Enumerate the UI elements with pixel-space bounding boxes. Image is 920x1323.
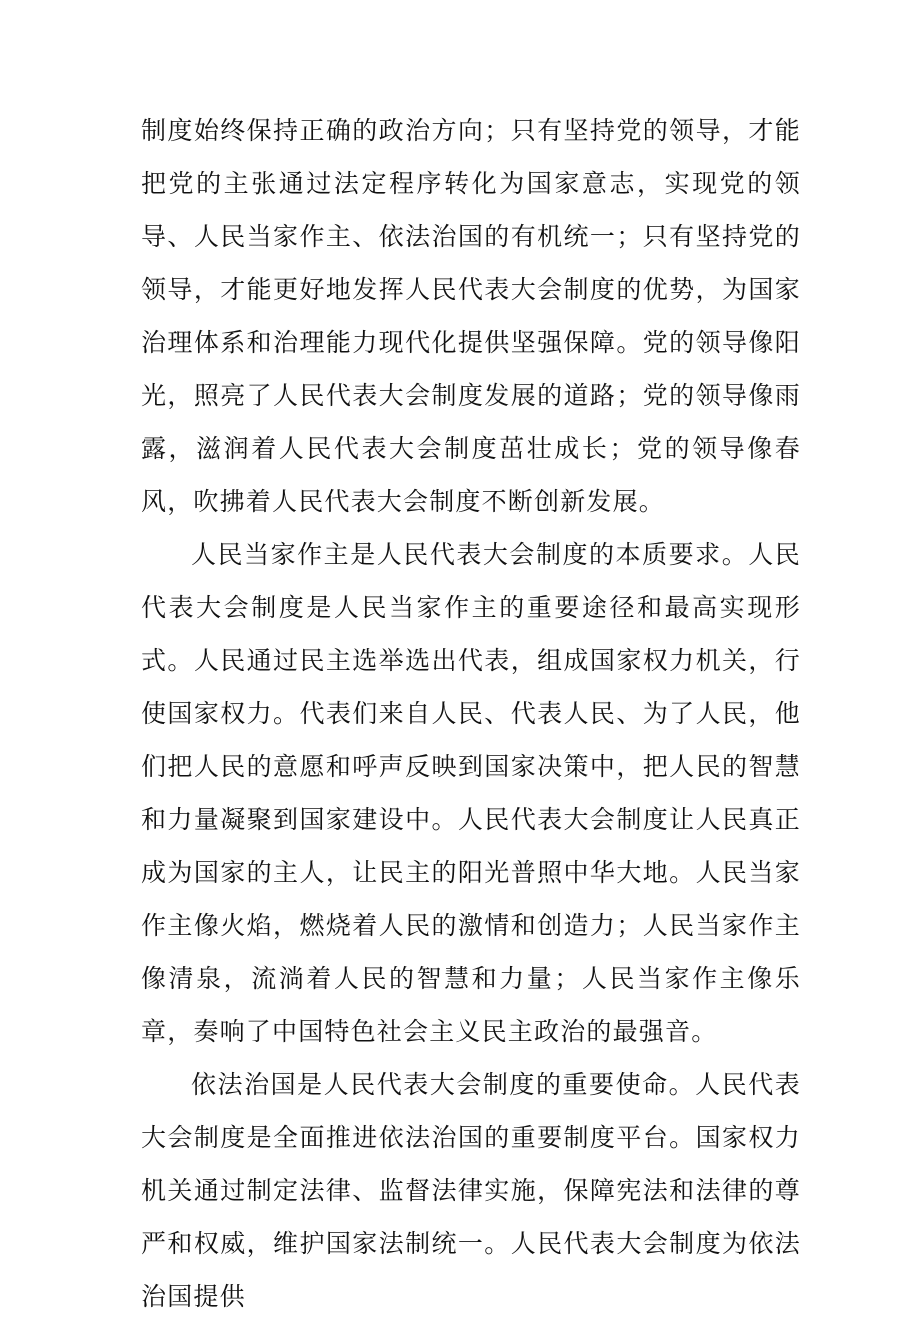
paragraph-rule-of-law: 依法治国是人民代表大会制度的重要使命。人民代表大会制度是全面推进依法治国的重要制度平台。国家权力机关通过制定法律、监督法律实施，保障宪法和法律的尊严和权威，维护国家法制统一。人民代表大会制度为依法治国提供: [141, 1070, 801, 1311]
body-text: [141, 104, 801, 1323]
paragraph-people-as-masters: 人民当家作主是人民代表大会制度的本质要求。人民代表大会制度是人民当家作主的重要途径和最高实现形式。人民通过民主选举选出代表，组成国家权力机关，行使国家权力。代表们来自人民、代表人民、为了人民，他们把人民的意愿和呼声反映到国家决策中，把人民的智慧和力量凝聚到国家建设中。人民代表大会制度让人民真正成为国家的主人，让民主的阳光普照中华大地。人民当家作主像火焰，燃烧着人民的激情和创造力；人民当家作主像清泉，流淌着人民的智慧和力量；人民当家作主像乐章，奏响了中国特色社会主义民主政治的最强音。: [141, 540, 801, 1046]
paragraph-continued: 制度始终保持正确的政治方向；只有坚持党的领导，才能把党的主张通过法定程序转化为国家意志，实现党的领导、人民当家作主、依法治国的有机统一；只有坚持党的领导，才能更好地发挥人民代表大会制度的优势，为国家治理体系和治理能力现代化提供坚强保障。党的领导像阳光，照亮了人民代表大会制度发展的道路；党的领导像雨露，滋润着人民代表大会制度茁壮成长；党的领导像春风，吹拂着人民代表大会制度不断创新发展。: [141, 116, 801, 516]
